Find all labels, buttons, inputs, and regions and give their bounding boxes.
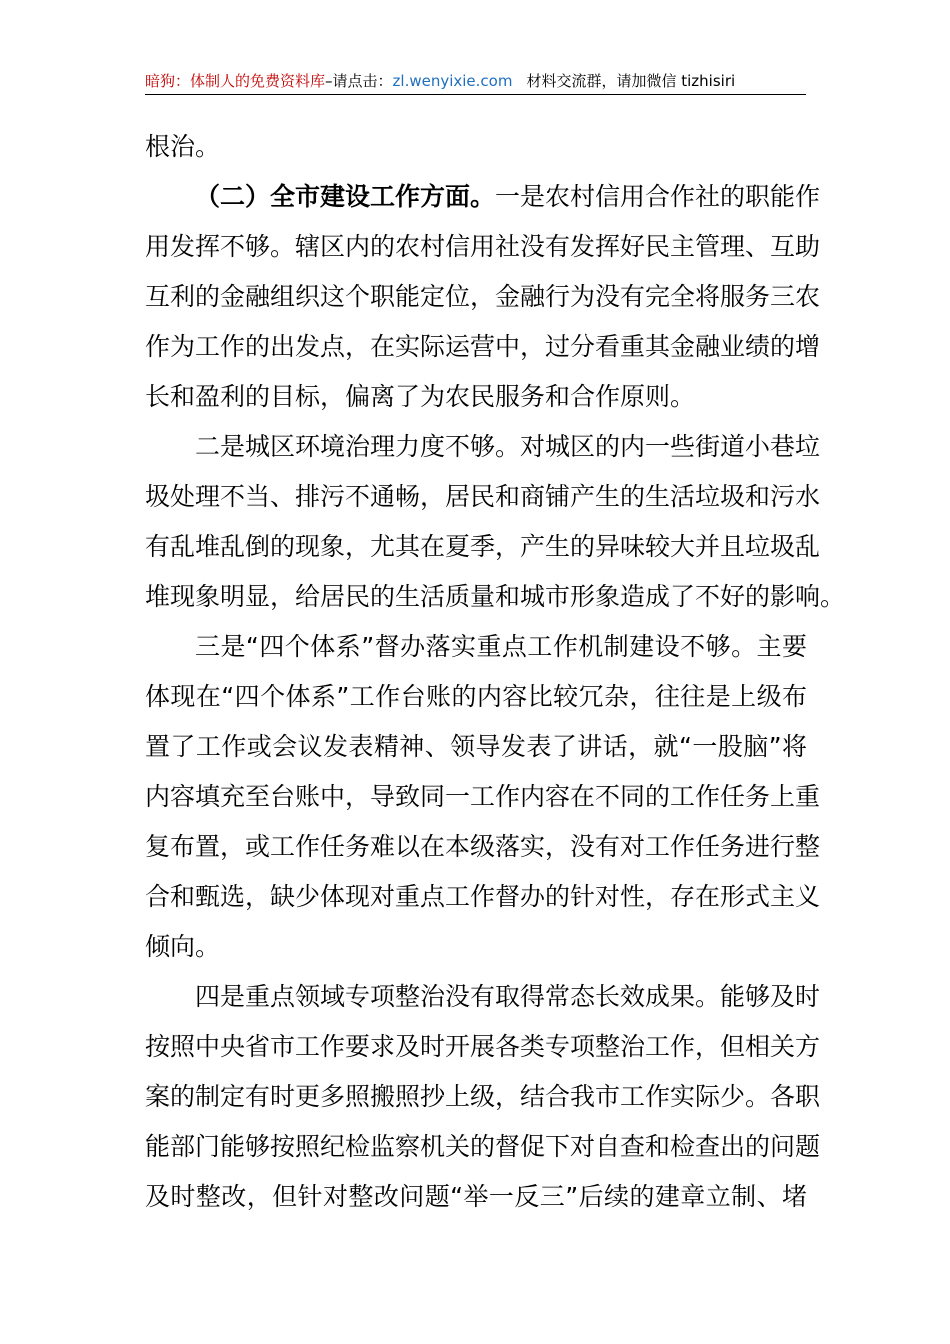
- paragraph-line: 四是重点领域专项整治没有取得常态长效成果。能够及时: [195, 982, 821, 1011]
- paragraph-line: 用发挥不够。辖区内的农村信用社没有发挥好民主管理、互助: [145, 232, 821, 261]
- paragraph-line: 圾处理不当、排污不通畅，居民和商铺产生的生活垃圾和污水: [145, 482, 821, 511]
- paragraph-line: 按照中央省市工作要求及时开展各类专项整治工作，但相关方: [145, 1032, 821, 1061]
- paragraph-line: 内容填充至台账中，导致同一工作内容在不同的工作任务上重: [145, 782, 821, 811]
- paragraph-line: 能部门能够按照纪检监察机关的督促下对自查和检查出的问题: [145, 1132, 821, 1161]
- paragraph-line: 案的制定有时更多照搬照抄上级，结合我市工作实际少。各职: [145, 1082, 821, 1111]
- header-contact: 材料交流群，请加微信 tizhisiri: [526, 72, 736, 90]
- paragraph-line: 有乱堆乱倒的现象，尤其在夏季，产生的异味较大并且垃圾乱: [145, 532, 821, 561]
- paragraph-line: 体现在“四个体系”工作台账的内容比较冗杂，往往是上级布: [145, 682, 807, 711]
- header-dash: –请点击：: [325, 72, 393, 90]
- paragraph-line: [145, 172, 821, 222]
- document-body: [145, 122, 846, 1222]
- paragraph-line: 倾向。: [145, 932, 221, 961]
- page-header: [145, 68, 806, 95]
- paragraph-line: 堆现象明显，给居民的生活质量和城市形象造成了不好的影响。: [145, 582, 846, 611]
- header-url-link[interactable]: zl.wenyixie.com: [392, 72, 513, 90]
- paragraph-line: 置了工作或会议发表精神、领导发表了讲话，就“一股脑”将: [145, 732, 807, 761]
- paragraph-line: 三是“四个体系”督办落实重点工作机制建设不够。主要: [195, 632, 807, 661]
- paragraph-line: 作为工作的出发点，在实际运营中，过分看重其金融业绩的增: [145, 332, 821, 361]
- header-brand: 暗狗：体制人的免费资料库: [145, 72, 326, 90]
- paragraph-line: 长和盈利的目标，偏离了为农民服务和合作原则。: [145, 382, 696, 411]
- paragraph-line: 二是城区环境治理力度不够。对城区的内一些街道小巷垃: [195, 432, 821, 461]
- paragraph-line: 及时整改，但针对整改问题“举一反三”后续的建章立制、堵: [145, 1182, 807, 1211]
- paragraph-line: 合和甄选，缺少体现对重点工作督办的针对性，存在形式主义: [145, 882, 821, 911]
- paragraph-line: 根治。: [145, 132, 221, 161]
- paragraph-line: 复布置，或工作任务难以在本级落实，没有对工作任务进行整: [145, 832, 821, 861]
- paragraph-text: 一是农村信用合作社的职能作: [495, 182, 821, 211]
- paragraph-line: 互利的金融组织这个职能定位，金融行为没有完全将服务三农: [145, 282, 821, 311]
- section-heading: （二）全市建设工作方面。: [195, 182, 496, 211]
